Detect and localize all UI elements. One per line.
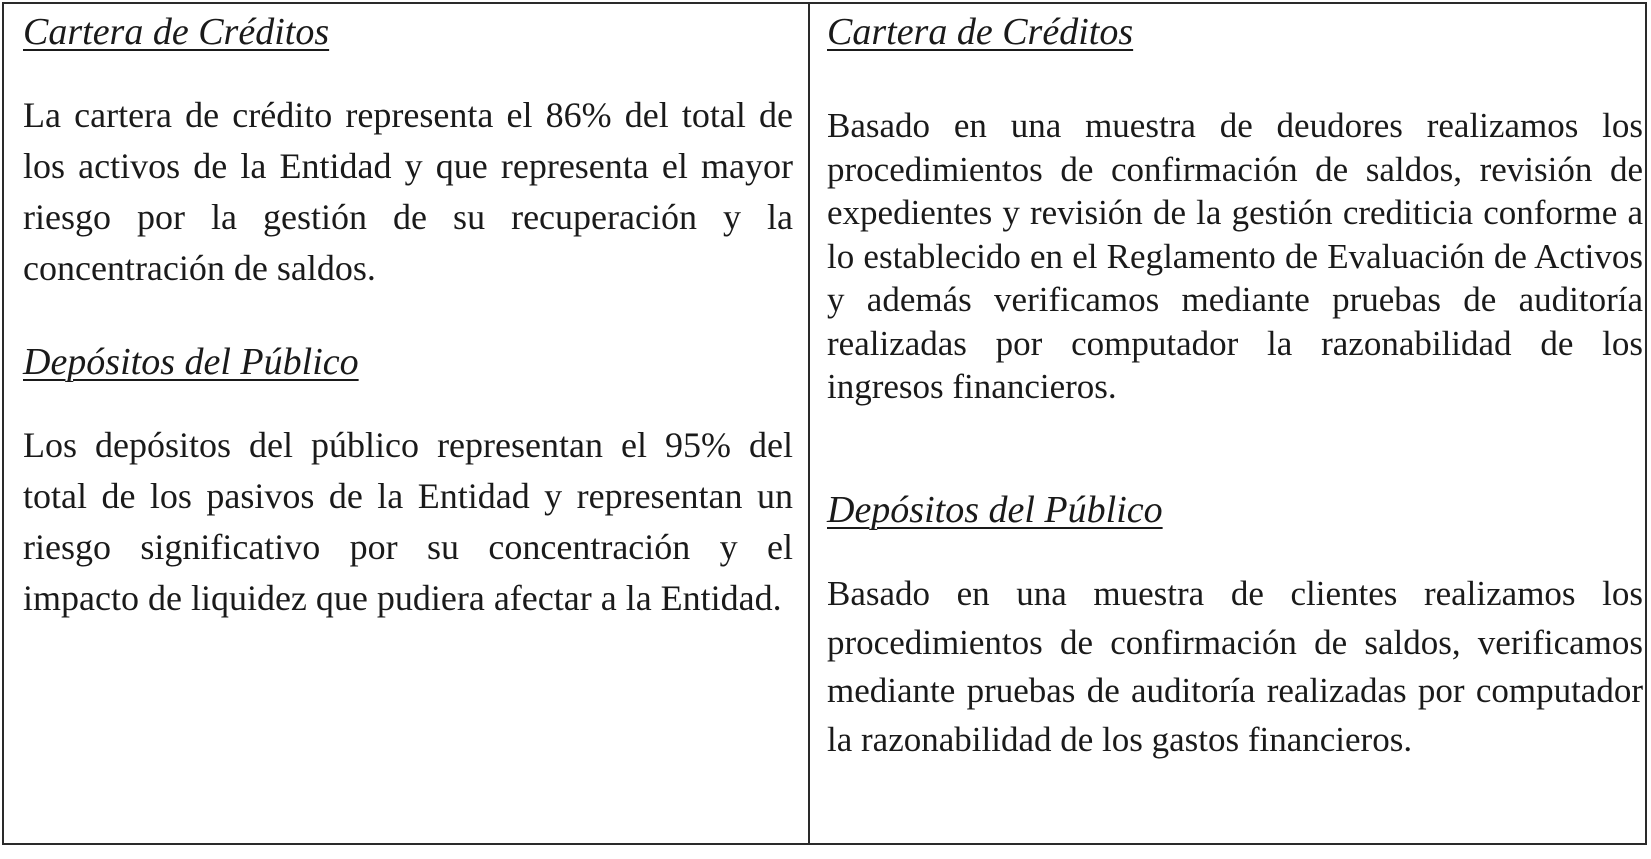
right-heading-depositos: Depósitos del Público — [827, 489, 1163, 531]
left-column — [4, 4, 810, 843]
left-heading-depositos: Depósitos del Público — [23, 341, 359, 383]
right-paragraph-depositos: Basado en una muestra de clientes realizamos los procedimientos de confirmación de saldos, verificamos mediante pruebas de auditoría realizadas por computador la razonabilidad de los gastos financieros. — [827, 574, 1643, 759]
right-column — [810, 4, 1645, 843]
right-heading-cartera: Cartera de Créditos — [827, 11, 1134, 53]
two-column-table — [2, 2, 1647, 845]
left-heading-cartera: Cartera de Créditos — [23, 11, 330, 53]
left-paragraph-cartera: La cartera de crédito representa el 86% del total de los activos de la Entidad y que representa el mayor riesgo por la gestión de su recuperación y la concentración de saldos. — [23, 95, 793, 288]
left-paragraph-depositos: Los depósitos del público representan el 95% del total de los pasivos de la Entidad y representan un riesgo significativo por su concentración y el impacto de liquidez que pudiera afectar a la Entidad. — [23, 425, 793, 618]
right-paragraph-cartera: Basado en una muestra de deudores realizamos los procedimientos de confirmación de saldos, revisión de expedientes y revisión de la gestión crediticia conforme a lo establecido en el Reglamento de Evaluación de Activos y además verificamos mediante pruebas de auditoría realizadas por computador la razonabilidad de los ingresos financieros. — [827, 106, 1643, 406]
